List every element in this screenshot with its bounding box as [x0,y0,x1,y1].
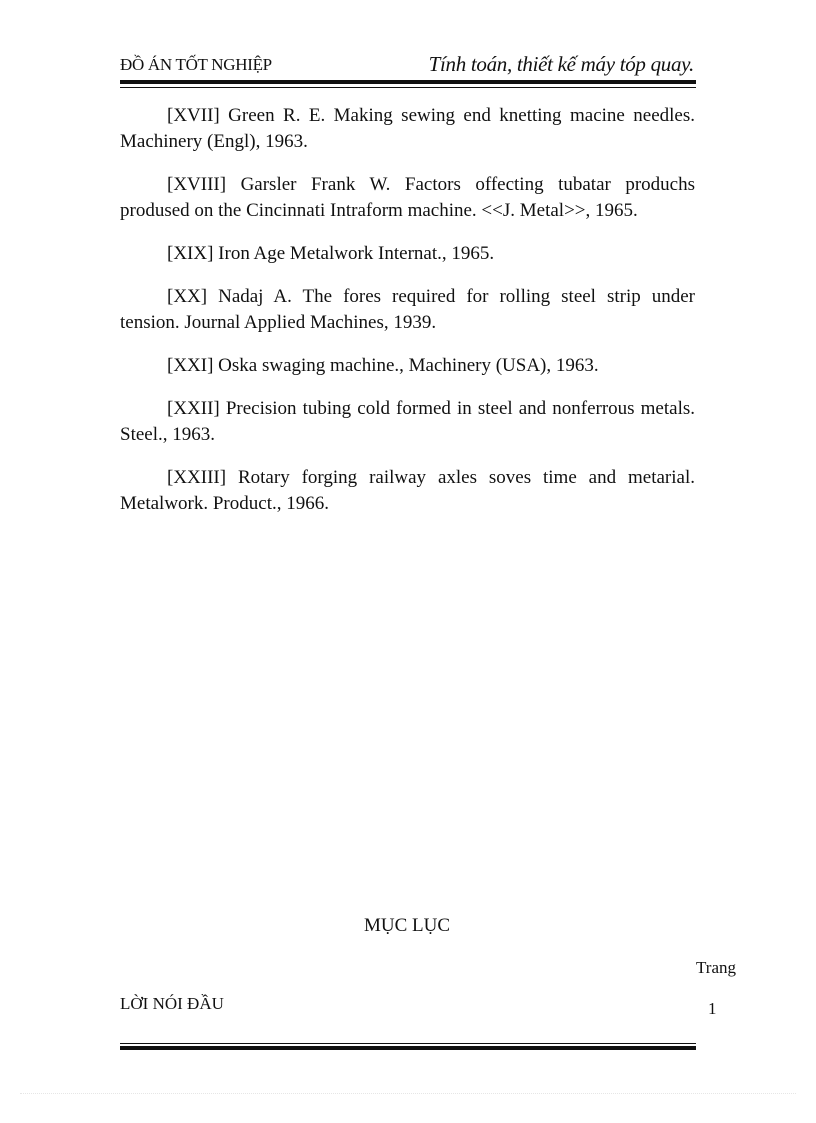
toc-title [0,915,816,937]
page-bottom-dotted-line [20,1093,796,1094]
toc-entry-page: 1 [708,999,717,1018]
header-rule-thick [120,80,696,84]
header-subtitle: Tính toán, thiết kế máy tóp quay. [428,52,694,76]
reference-item: [XVII] Green R. E. Making sewing end knetting macine needles. Machinery (Engl), 1963. [120,105,695,152]
reference-item: [XXIII] Rotary forging railway axles soves time and metarial. Metalwork. Product., 1966. [120,467,695,514]
reference-item: [XXII] Precision tubing cold formed in steel and nonferrous metals. Steel., 1963. [120,398,695,445]
reference-item: [XVIII] Garsler Frank W. Factors offecting tubatar produchs prodused on the Cincinnati Intraform machine. <<J. Metal>>, 1965. [120,174,695,221]
toc-entry-label: LỜI NÓI ĐẦU [120,994,224,1013]
footer-rule-thin [120,1043,696,1044]
reference-list [120,103,695,534]
footer-rule-thick [120,1046,696,1050]
header-rule-thin [120,87,696,88]
toc-title-text: MỤC LỤC [363,915,451,936]
header-title: ĐỒ ÁN TỐT NGHIỆP [120,55,272,74]
toc-page-column-label: Trang [696,958,736,977]
reference-item: [XIX] Iron Age Metalwork Internat., 1965. [167,243,495,264]
reference-item: [XXI] Oska swaging machine., Machinery (USA), 1963. [167,355,599,376]
reference-item: [XX] Nadaj A. The fores required for rolling steel strip under tension. Journal Applied Machines, 1939. [120,286,695,333]
